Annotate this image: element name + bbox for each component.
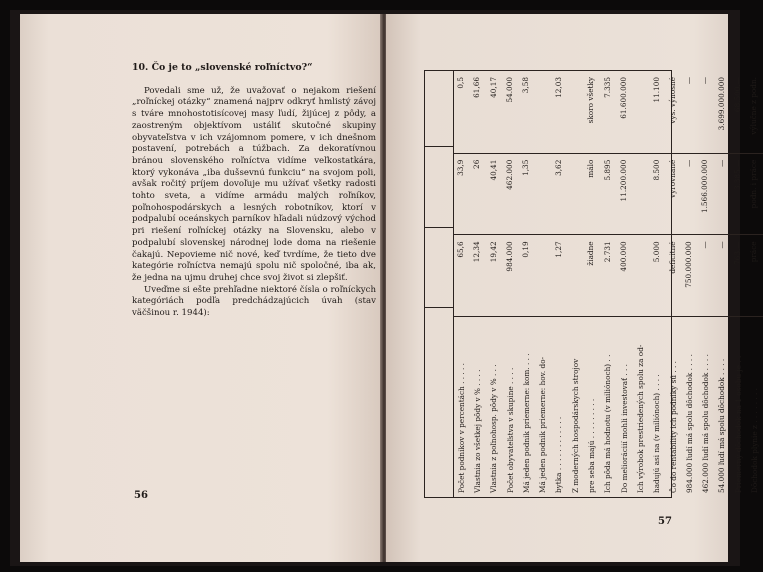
table-cell: — <box>681 154 697 236</box>
table-body <box>453 71 763 497</box>
table-cell <box>632 235 648 317</box>
table-row <box>600 71 616 497</box>
table-cell: Ich pôda má hodnotu (v miliónoch) . . <box>603 354 613 493</box>
table-cell <box>632 154 648 236</box>
rotated-table <box>424 70 759 498</box>
table-cell: 33,9 <box>453 154 469 236</box>
table-cell: bytka . . . . . . . . . . . . <box>554 416 564 493</box>
table-cell: 2.731 <box>600 235 616 317</box>
table-cell: 7.335 <box>600 71 616 154</box>
paragraph: Povedali sme už, že uvažovať o nejakom riešení „roľníckej otázky“ znamená najprv odkryť hmlistý závoj s tváre mnohostotisícovej masy ľudí, žijúcej z pôdy, a zaostreným objektívom ustáliť skutočné skupiny obyvateľstva v ich vzájomnom pomere, v ich dnešnom postavení, potrebách a túžbach. Za dekoratívnou bránou slovenského roľníctva vidíme veľkostatkára, ktorý vykonáva „iba dušsevnú funkciu“ na svojom poli, avšak ročitý príjem dovoľuje mu užívať všetky radosti tohto sveta, a vidíme armádu malých roľníkov, poľnohospodárskych a lesných robotníkov, ktorí v podpalubí oceánskych parníkov hľadali núdzový východ pri riešení roľníckej otázky na Slovensku, alebo v podpalubí slovenskej národnej lode doma na riešenie čakajú. Nepovieme nič nové, keď tvrdíme, že tieto dve kategórie roľníctva nemajú spolu nič spoločné, iba ak, že jedna na ujmu druhej chce svoj život si zlepšiť. <box>132 85 376 283</box>
left-page <box>20 14 382 562</box>
table-cell: vys. výnosné <box>665 71 681 154</box>
table-cell: 763.— <box>730 235 746 317</box>
left-page-text <box>132 62 376 320</box>
table-cell: vyrovnané <box>665 154 681 236</box>
header-cell <box>425 71 453 146</box>
table-cell: 65,6 <box>453 235 469 317</box>
table-cell: 40,17 <box>486 71 502 154</box>
table-cell: podn. i práce <box>746 154 762 236</box>
table-cell <box>567 71 583 154</box>
table-row <box>551 71 567 497</box>
table-row <box>518 71 534 497</box>
table-cell: 3,58 <box>518 71 534 154</box>
table-cell: 61,66 <box>469 71 485 154</box>
table-cell: 462.000 <box>502 154 518 236</box>
table-cell: Má jeden podnik priemerne: hov. do- <box>538 356 548 493</box>
table-row <box>681 71 697 497</box>
paragraph: Uveďme si ešte prehľadne niektoré čísla o roľníckych kategóriách podľa predchádzajúcich úvah (stav väčšinou r. 1944): <box>132 284 376 319</box>
table-cell: žiadne <box>583 235 599 317</box>
table-header <box>425 71 454 497</box>
page-number: 56 <box>134 490 148 501</box>
open-book <box>10 10 759 566</box>
table-cell: Vlastnia zo všetkej pôdy v % . . . . <box>472 369 482 493</box>
table-cell: 11.200.000 <box>616 154 632 236</box>
table-cell <box>567 235 583 317</box>
table-cell: Vlastnia z poľnohosp. pôdy v % . . . <box>489 364 499 493</box>
table-cell: Čo do rentability ich podniky sú . . . <box>668 361 678 493</box>
table-row <box>534 71 550 497</box>
table-content <box>425 71 759 497</box>
table-row <box>649 71 665 497</box>
table-row <box>714 71 730 497</box>
table-row <box>567 71 583 497</box>
table-cell: Počet obyvateľstva v skupine . . . . <box>505 367 515 493</box>
table-cell: 11.100 <box>649 71 665 154</box>
table-cell: 0,19 <box>518 235 534 317</box>
table-cell: 54.000 ľudí má spolu dôchodok . . . . <box>717 358 727 493</box>
table-cell: 61.600.000 <box>616 71 632 154</box>
table-cell: — <box>681 71 697 154</box>
table-cell: Z moderných hospodárskych strojov <box>570 358 580 493</box>
table-cell: 3.385.— <box>730 154 746 236</box>
header-cell <box>425 227 453 307</box>
table-row <box>502 71 518 497</box>
table-cell: 1.566.000.000 <box>697 154 713 236</box>
table-cell: — <box>697 71 713 154</box>
table-row <box>730 71 746 497</box>
table-cell: 5.000 <box>649 235 665 317</box>
table-row <box>632 71 648 497</box>
section-heading: 10. Čo je to „slovenské roľníctvo?“ <box>132 62 313 73</box>
table-cell <box>534 154 550 236</box>
table-row <box>469 71 485 497</box>
right-page <box>386 14 759 562</box>
table-cell: 1,27 <box>551 235 567 317</box>
table-row <box>453 71 469 497</box>
table-cell: Priemerný dôchodok na 1 osobu je . . <box>733 355 743 493</box>
table-cell: 984.000 <box>502 235 518 317</box>
table-cell: — <box>714 235 730 317</box>
header-cell <box>425 146 453 226</box>
table-cell <box>632 71 648 154</box>
table-cell: 26 <box>469 154 485 236</box>
table-cell: — <box>714 154 730 236</box>
table-cell <box>534 71 550 154</box>
table-cell: Do melioráciií mohli investovať . . . <box>619 364 629 493</box>
table-cell: pre seba majú . . . . . . . . . <box>587 398 597 493</box>
table-cell: skoro všetky <box>583 71 599 154</box>
table-cell: 8.500 <box>649 154 665 236</box>
table-row <box>616 71 632 497</box>
table-cell <box>534 235 550 317</box>
table-row <box>583 71 599 497</box>
table-cell: — <box>697 235 713 317</box>
page-number: 57 <box>658 516 672 527</box>
table-cell: 68.500.— <box>730 71 746 154</box>
table-cell: deficitné <box>665 235 681 317</box>
table-cell: 3,62 <box>551 154 567 236</box>
table-cell: 400.000 <box>616 235 632 317</box>
table-cell: 19,42 <box>486 235 502 317</box>
header-cell <box>425 307 453 497</box>
table-cell: 40,41 <box>486 154 502 236</box>
table-cell: Má jeden podnik priemerne: kom. . . . <box>521 353 531 493</box>
table-cell: Dôchodok plynie z . . . . . . . . <box>749 388 759 493</box>
table-cell: 12,03 <box>551 71 567 154</box>
table-row <box>486 71 502 497</box>
table-cell: Ich výrobok prestriedených spolu za od- <box>635 344 645 493</box>
table-row <box>697 71 713 497</box>
table-cell: 984.000 ľudí má spolu dôchodok . . . . <box>684 354 694 493</box>
table-cell: Počet podnikov v percentách . . . . . <box>456 363 466 493</box>
table-cell <box>567 154 583 236</box>
table-cell: 750.000.000 <box>681 235 697 317</box>
table-cell: 5.895 <box>600 154 616 236</box>
table-cell: 462.000 ľudí má spolu dôchodok . . . . <box>701 354 711 493</box>
table-cell: 1,35 <box>518 154 534 236</box>
table-cell: 12,34 <box>469 235 485 317</box>
table-cell: 54.000 <box>502 71 518 154</box>
table-cell: 0,5 <box>453 71 469 154</box>
table-cell: 3.699.000.000 <box>714 71 730 154</box>
table-row <box>746 71 762 497</box>
table-cell: hadujú asi na (v miliónoch) . . . . <box>652 374 662 493</box>
table-cell: málo <box>583 154 599 236</box>
table-cell: výlučne z podn. <box>746 71 762 154</box>
table-cell: práce <box>746 235 762 317</box>
table-row <box>665 71 681 497</box>
